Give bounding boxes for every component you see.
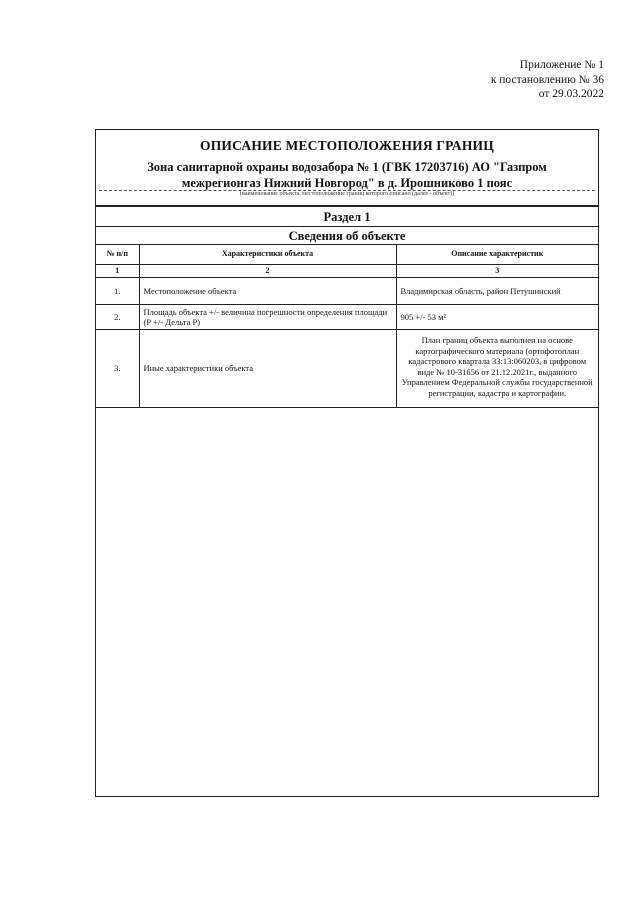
section-title: Раздел 1 xyxy=(323,210,371,224)
name-caption: (наименование объекта, местоположение границ которого описано (далее - объект)) xyxy=(239,191,455,197)
appendix-date: от 29.03.2022 xyxy=(538,88,604,100)
zone-name-line-1: Зона санитарной охраны водозабора № 1 (ГВК 17203716) АО "Газпром xyxy=(147,160,547,174)
document-title: ОПИСАНИЕ МЕСТОПОЛОЖЕНИЯ ГРАНИЦ xyxy=(200,138,494,153)
row-description: План границ объекта выполнен на основе картографического материала (ортофотоплан кадастрового квартала 33:13:060203, в цифровом виде № 10-31656 от 21.12.2021г., выданного Управлением Федеральной службы государственной регистрации, кадастра и картографии. xyxy=(401,335,593,398)
row-number: 2. xyxy=(96,305,139,330)
appendix-number: Приложение № 1 xyxy=(519,59,604,71)
zone-name-line-2: межрегионгаз Нижний Новгород" в д. Ирошниково 1 пояс xyxy=(181,176,513,190)
zone-name xyxy=(116,159,578,191)
row-description-cell xyxy=(396,330,598,408)
section-subtitle: Сведения об объекте xyxy=(288,229,406,243)
column-number-row xyxy=(96,265,598,278)
divider xyxy=(96,205,598,207)
object-info-table xyxy=(96,244,598,408)
column-number: 3 xyxy=(396,265,598,278)
row-characteristic: Местоположение объекта xyxy=(139,278,396,305)
row-characteristic: Площадь объекта +/- величина погрешности определения площади (Р +/- Дельта Р) xyxy=(139,305,396,330)
row-number: 1. xyxy=(96,278,139,305)
header-characteristic: Характеристики объекта xyxy=(139,245,396,265)
column-number: 2 xyxy=(139,265,396,278)
table-header-row xyxy=(96,245,598,265)
document-frame xyxy=(95,129,599,797)
column-number: 1 xyxy=(96,265,139,278)
header-description: Описание характеристик xyxy=(396,245,598,265)
header-number: № п/п xyxy=(96,245,139,265)
row-description: Владимирская область, район Петушинский xyxy=(396,278,598,305)
table-row xyxy=(96,278,598,305)
appendix-resolution: к постановлению № 36 xyxy=(490,73,604,86)
table-row xyxy=(96,330,598,408)
row-characteristic: Иные характеристики объекта xyxy=(139,330,396,408)
appendix-header xyxy=(491,58,604,102)
row-description: 905 +/- 53 м² xyxy=(396,305,598,330)
row-number: 3. xyxy=(96,330,139,408)
table-row xyxy=(96,305,598,330)
